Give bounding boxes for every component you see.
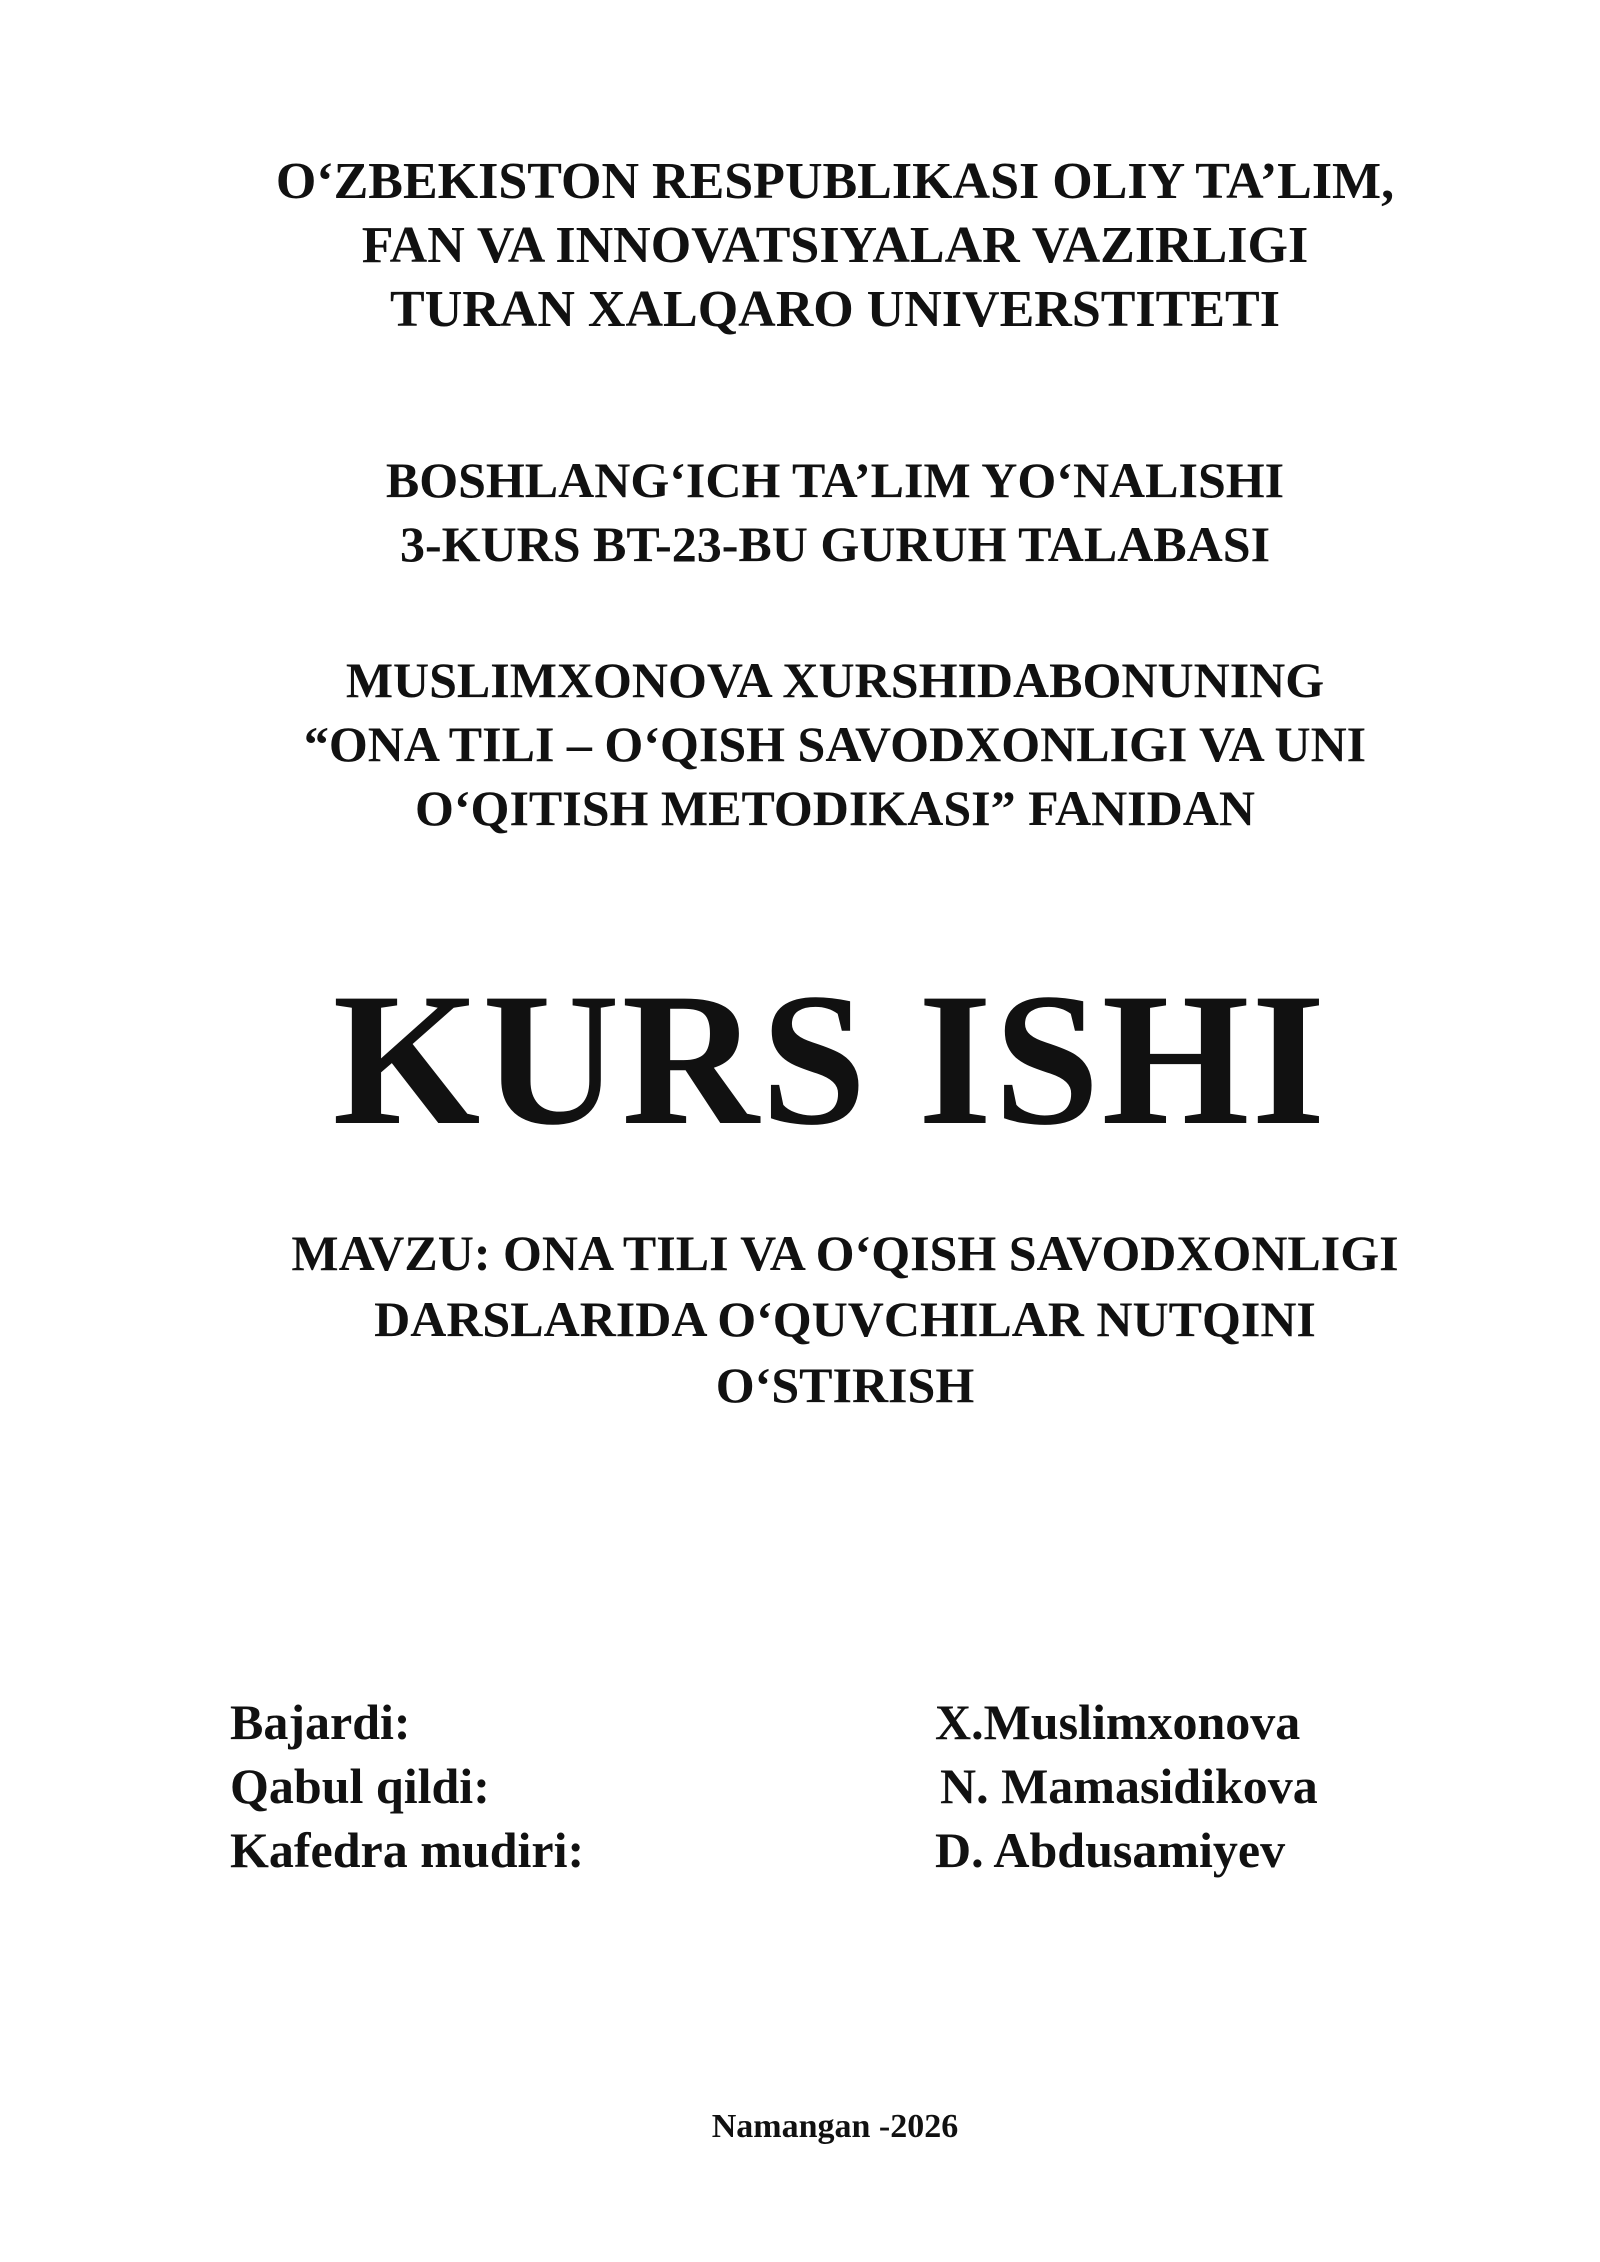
ministry-line: FAN VA INNOVATSIYALAR VAZIRLIGI: [361, 217, 1309, 274]
signature-role: Kafedra mudiri:: [230, 1822, 585, 1878]
signature-name: N. Mamasidikova: [940, 1758, 1318, 1814]
signature-name: X.Muslimxonova: [935, 1694, 1301, 1750]
topic-block: [0, 1220, 1600, 1418]
topic-line: MAVZU: ONA TILI VA O‘QISH SAVODXONLIGI: [291, 1225, 1399, 1281]
signature-name: D. Abdusamiyev: [935, 1822, 1286, 1878]
subject-block: [0, 648, 1600, 840]
topic-line: DARSLARIDA O‘QUVCHILAR NUTQINI: [374, 1291, 1316, 1347]
signature-row: [230, 1818, 1430, 1882]
course-group-line: 3-KURS BT-23-BU GURUH TALABASI: [399, 516, 1271, 572]
direction-block: [0, 448, 1600, 576]
signature-role: Bajardi:: [230, 1694, 411, 1750]
signature-row: [230, 1754, 1430, 1818]
signature-role: Qabul qildi:: [230, 1758, 490, 1814]
subject-line: “ONA TILI – O‘QISH SAVODXONLIGI VA UNI: [303, 716, 1367, 772]
student-name-line: MUSLIMXONOVA XURSHIDABONUNING: [345, 652, 1325, 708]
university-name: TURAN XALQARO UNIVERSTITETI: [390, 281, 1280, 338]
document-title: KURS ISHI: [332, 955, 1328, 1165]
signatures-block: [230, 1690, 1430, 1882]
ministry-header: [0, 150, 1600, 342]
place-year-footer: Namangan -2026: [711, 2108, 959, 2145]
signature-row: [230, 1690, 1430, 1754]
direction-line: BOSHLANG‘ICH TA’LIM YO‘NALISHI: [385, 452, 1285, 508]
ministry-line: O‘ZBEKISTON RESPUBLIKASI OLIY TA’LIM,: [275, 153, 1395, 210]
subject-line: O‘QITISH METODIKASI” FANIDAN: [415, 780, 1255, 836]
topic-line: O‘STIRISH: [715, 1357, 975, 1413]
